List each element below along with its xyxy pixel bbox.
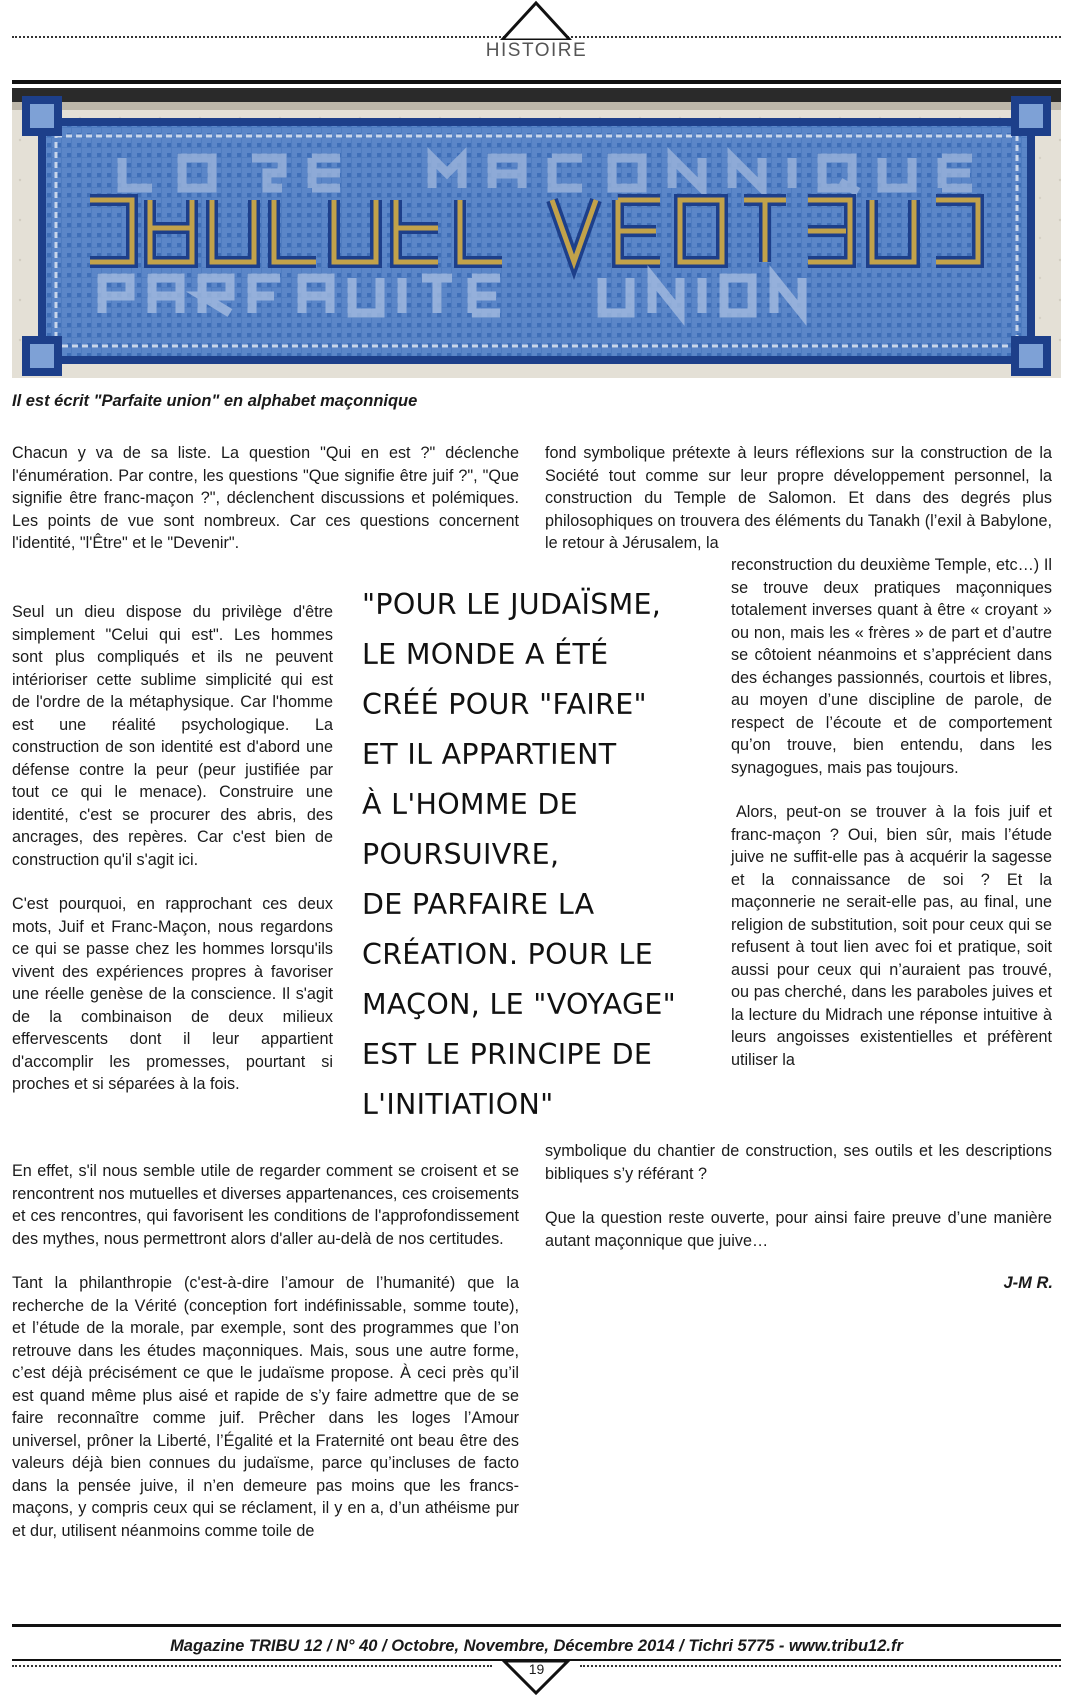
footer-publication-line: Magazine TRIBU 12 / N° 40 / Octobre, Novembre, Décembre 2014 / Tichri 5775 - www.tribu12.fr (170, 1637, 903, 1655)
paragraph: reconstruction du deuxième Temple, etc…) Il se trouve deux pratiques maçonniques totalement inverses quant à être « croyant » ou non, mais les « frères » de part et d’autre se côtoient néanmoins et s’apprécient dans des échanges passionnés, courtois et libres, au moyen d’une discipline de parole, de respect de l’écoute et de comportement qu’on trouve, bien entendu, dans les synagogues, mais pas toujours. (731, 556, 1052, 777)
left-col-narrow (12, 601, 333, 1096)
pull-quote-line: À L'HOMME DE (362, 788, 578, 821)
pull-quote-line: CRÉÉ POUR "FAIRE" (362, 688, 647, 721)
left-col-lower (12, 1160, 519, 1542)
right-col-lower (545, 1140, 1052, 1252)
pull-quote-line: CRÉATION. POUR LE (362, 938, 654, 971)
pull-quote-line: ET IL APPARTIENT (362, 738, 617, 771)
pull-quote-line: DE PARFAIRE LA (362, 888, 595, 921)
author-signature: J-M R. (1003, 1274, 1053, 1292)
paragraph: fond symbolique prétexte à leurs réflexions sur la construction de la Société tout comme sur leur propre développement personnel, la construction du Temple de Salomon. Et dans des degrés plus philosophiques on trouvera des éléments du Tanakh (l’exil à Babylone, le retour à Jérusalem, la (545, 444, 1052, 552)
section-title: HISTOIRE (485, 40, 588, 61)
paragraph: Seul un dieu dispose du privilège d'être simplement "Celui qui est". Les hommes sont plus compliqués et ils ne peuvent intérioriser cette sublime simplicité qui est de l'ordre de la métaphysique. Car l'homme est une réalité psychologique. La construction de son identité est d'abord une défense contre la peur (peur justifiée par tout ce qui le menace). Construire une identité, c'est se procurer des abris, des ancrages, des repères. Car c'est bien de construction qu'il s'agit ici. (12, 603, 333, 869)
right-col-narrow (731, 554, 1052, 1071)
pull-quote-line: POURSUIVRE, (362, 838, 560, 871)
page-number: 19 (528, 1661, 545, 1677)
paragraph: Alors, peut-on se trouver à la fois juif et franc-maçon ? Oui, bien sûr, mais l’étude juive ne suffit-elle pas à acquérir la sagesse et la connaissance de soi ? Et la maçonnerie ne serait-elle pas, au final, une religion de substitution, soit pour ceux qui se refusent à tout lien avec foi et pratique, soit aussi pour ceux qui n’auraient pas trouvé, ou pas cherché, dans les paraboles juives et la lecture du Midrach une réponse intuitive à leurs angoisses existentielles et préfèrent utiliser la (731, 803, 1052, 1069)
mosaic-inscription-image (12, 88, 1061, 378)
paragraph: Tant la philanthropie (c'est-à-dire l’amour de l’humanité) que la recherche de la Vérité (conception fort indéfinissable, somme toute), et l’étude de la morale, par exemple, sont des programmes que l’on retrouve dans les études maçonniques. Mais, sous une autre forme, c’est déjà précisément ce que le judaïsme propose. À ceci près qu’il est quand même plus aisé et rapide de s’y faire admettre que de se faire reconnaître comme juif. Prêcher dans les loges l’Amour universel, prôner la Liberté, l’Égalité et la Fraternité ont beau être des valeurs déjà bien connues du judaïsme, parce qu’incluses de facto dans la pensée juive, il n’en demeure pas moins que les francs-maçons, y compris ceux qui se réclament, il y en a, d’un athéisme pur et dur, utilisent néanmoins comme toile de (12, 1274, 519, 1540)
pull-quote-line: L'INITIATION" (362, 1088, 554, 1121)
pull-quote-line: "POUR LE JUDAÏSME, (362, 588, 662, 621)
footer-dotted-rule-left (12, 1665, 492, 1667)
pull-quote-line: LE MONDE A ÉTÉ (362, 638, 609, 671)
paragraph: symbolique du chantier de construction, ses outils et les descriptions bibliques s’y référant ? (545, 1142, 1052, 1183)
mosaic-photo (12, 88, 1061, 378)
pull-quote-line: EST LE PRINCIPE DE (362, 1038, 653, 1071)
right-col-top (545, 442, 1052, 555)
paragraph: En effet, s'il nous semble utile de regarder comment se croisent et se rencontrent nos mutuelles et diverses appartenances, ces croisements et ces rencontres, qui favorisent les conditions de l'approfondissement des mythes, nous permettront alors d'aller au-delà de nos certitudes. (12, 1162, 519, 1248)
photo-caption: Il est écrit "Parfaite union" en alphabet maçonnique (12, 392, 418, 410)
footer-dotted-rule-right (580, 1665, 1061, 1667)
paragraph: C'est pourquoi, en rapprochant ces deux mots, Juif et Franc-Maçon, nous regardons ce qui se passe chez les hommes lorsqu'ils vivent des expériences propres à favoriser une réelle genèse de la conscience. Il s'agit de la combinaison de deux milieux effervescents dont il leur appartient d'accomplir les promesses, pourtant si proches et si séparées à la fois. (12, 895, 333, 1093)
paragraph: Que la question reste ouverte, pour ainsi faire preuve d’une manière autant maçonnique que juive… (545, 1209, 1052, 1250)
paragraph: Chacun y va de sa liste. La question "Qui en est ?" déclenche l'énumération. Par contre, les questions "Que signifie être juif ?", "Que signifie être franc-maçon ?", déclenchent discussions et polémiques. Les points de vue sont nombreux. Car ces questions concernent l'identité, "l'Être" et le "Devenir". (12, 444, 519, 552)
pull-quote (362, 580, 742, 1130)
footer-rule (12, 1624, 1061, 1627)
header-triangle-ornament (500, 0, 572, 40)
left-col-intro (12, 442, 519, 555)
pull-quote-line: MAÇON, LE "VOYAGE" (362, 988, 677, 1021)
header-rule (12, 80, 1061, 84)
